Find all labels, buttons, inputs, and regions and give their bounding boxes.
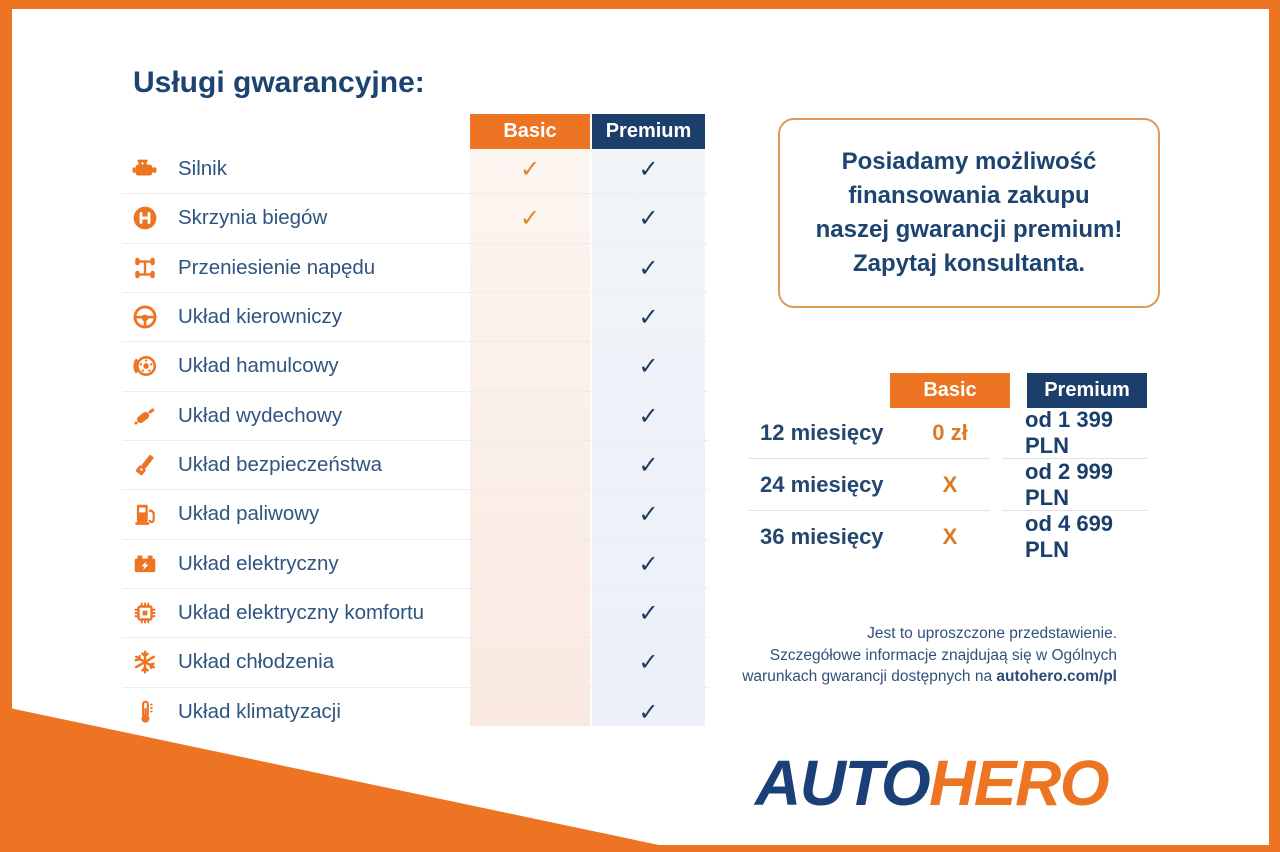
service-label: Układ kierowniczy [178, 305, 343, 329]
battery-icon [131, 550, 158, 577]
table-row [122, 540, 708, 589]
steering-wheel-icon [131, 304, 158, 331]
pricing-premium-value: od 4 699 PLN [1025, 511, 1114, 562]
table-row [122, 244, 708, 293]
thermometer-icon [131, 698, 158, 725]
basic-checkmark: ✓ [519, 155, 541, 184]
fuel-pump-icon [131, 501, 158, 528]
table-row [122, 194, 708, 243]
pricing-basic-header: Basic [890, 373, 1010, 408]
basic-checkmark [470, 540, 590, 588]
page-title: Usługi gwarancyjne: [133, 66, 425, 99]
premium-checkmark: ✓ [638, 253, 659, 282]
disclaimer-text [700, 623, 1117, 688]
premium-checkmark: ✓ [638, 352, 659, 381]
disclaimer-website: autohero.com/pl [996, 668, 1117, 685]
pricing-basic-value: X [942, 472, 958, 497]
engine-icon [131, 156, 158, 183]
basic-checkmark [470, 638, 590, 686]
pricing-basic-value: 0 zł [932, 420, 968, 445]
pricing-row [748, 512, 1160, 562]
chip-icon [131, 600, 158, 627]
premium-checkmark: ✓ [638, 697, 659, 726]
table-row [122, 638, 708, 687]
premium-checkmark: ✓ [638, 451, 659, 480]
basic-checkmark: ✓ [519, 204, 541, 233]
frame-top [0, 0, 1280, 9]
snowflake-icon [131, 649, 158, 676]
exhaust-icon [131, 402, 158, 429]
pricing-separator [748, 510, 990, 511]
basic-checkmark [470, 392, 590, 440]
pricing-premium-header: Premium [1027, 373, 1147, 408]
premium-checkmark: ✓ [638, 549, 659, 578]
premium-checkmark: ✓ [638, 648, 659, 677]
logo-auto-text: AUTO [755, 747, 930, 819]
premium-checkmark: ✓ [638, 599, 659, 628]
table-row [122, 145, 708, 194]
disclaimer-line-2: Szczegółowe informacje znajdujaą się w Ogólnych [769, 646, 1117, 664]
basic-checkmark [470, 589, 590, 637]
pricing-separator [748, 458, 990, 459]
table-row [122, 490, 708, 539]
table-row [122, 293, 708, 342]
basic-checkmark [470, 244, 590, 292]
pricing-row [748, 460, 1160, 510]
pricing-basic-value: X [942, 524, 958, 549]
premium-checkmark: ✓ [638, 303, 659, 332]
finance-text-line: Zapytaj konsultanta. [852, 250, 1086, 277]
pricing-premium-value: od 1 399 PLN [1025, 407, 1114, 458]
table-row [122, 392, 708, 441]
service-label: Silnik [178, 157, 227, 181]
table-row [122, 688, 708, 736]
autohero-logo [755, 746, 1108, 820]
basic-checkmark [470, 293, 590, 341]
service-label: Skrzynia biegów [178, 206, 328, 230]
disclaimer-line-1: Jest to uproszczone przedstawienie. [867, 625, 1117, 642]
pricing-premium-value: od 2 999 PLN [1025, 459, 1114, 510]
premium-checkmark: ✓ [638, 204, 659, 233]
service-label: Układ klimatyzacji [178, 699, 341, 723]
basic-checkmark [470, 688, 590, 736]
premium-checkmark: ✓ [638, 500, 659, 529]
pricing-period: 12 miesięcy [760, 420, 884, 445]
logo-hero-text: HERO [929, 747, 1109, 819]
table-row [122, 342, 708, 391]
service-label: Układ chłodzenia [178, 650, 335, 674]
service-label: Przeniesienie napędu [178, 255, 376, 279]
premium-checkmark: ✓ [638, 401, 659, 430]
service-label: Układ paliwowy [178, 502, 320, 526]
frame-right [1269, 0, 1280, 852]
basic-column-header: Basic [470, 114, 590, 149]
premium-checkmark: ✓ [638, 155, 659, 184]
table-row [122, 589, 708, 638]
table-row [122, 441, 708, 490]
service-label: Układ bezpieczeństwa [178, 453, 382, 477]
service-label: Układ elektryczny komfortu [178, 601, 425, 625]
service-label: Układ elektryczny [178, 551, 339, 575]
premium-column-header: Premium [592, 114, 705, 149]
services-table [122, 145, 708, 736]
pricing-period: 36 miesięcy [760, 524, 884, 549]
drivetrain-icon [131, 254, 158, 281]
brake-disc-icon [131, 353, 158, 380]
pricing-period: 24 miesięcy [760, 472, 884, 497]
service-label: Układ wydechowy [178, 403, 343, 427]
finance-text-line: finansowania zakupu [848, 182, 1090, 209]
finance-text-line: naszej gwarancji premium! [815, 216, 1123, 243]
basic-checkmark [470, 342, 590, 390]
finance-info-box [778, 118, 1160, 308]
pricing-row [748, 408, 1160, 458]
disclaimer-line-3: warunkach gwarancji dostępnych na [742, 668, 997, 685]
seatbelt-icon [131, 452, 158, 479]
finance-text-line: Posiadamy możliwość [841, 148, 1097, 175]
basic-checkmark [470, 441, 590, 489]
gearbox-icon [131, 205, 158, 232]
service-label: Układ hamulcowy [178, 354, 339, 378]
basic-checkmark [470, 490, 590, 538]
